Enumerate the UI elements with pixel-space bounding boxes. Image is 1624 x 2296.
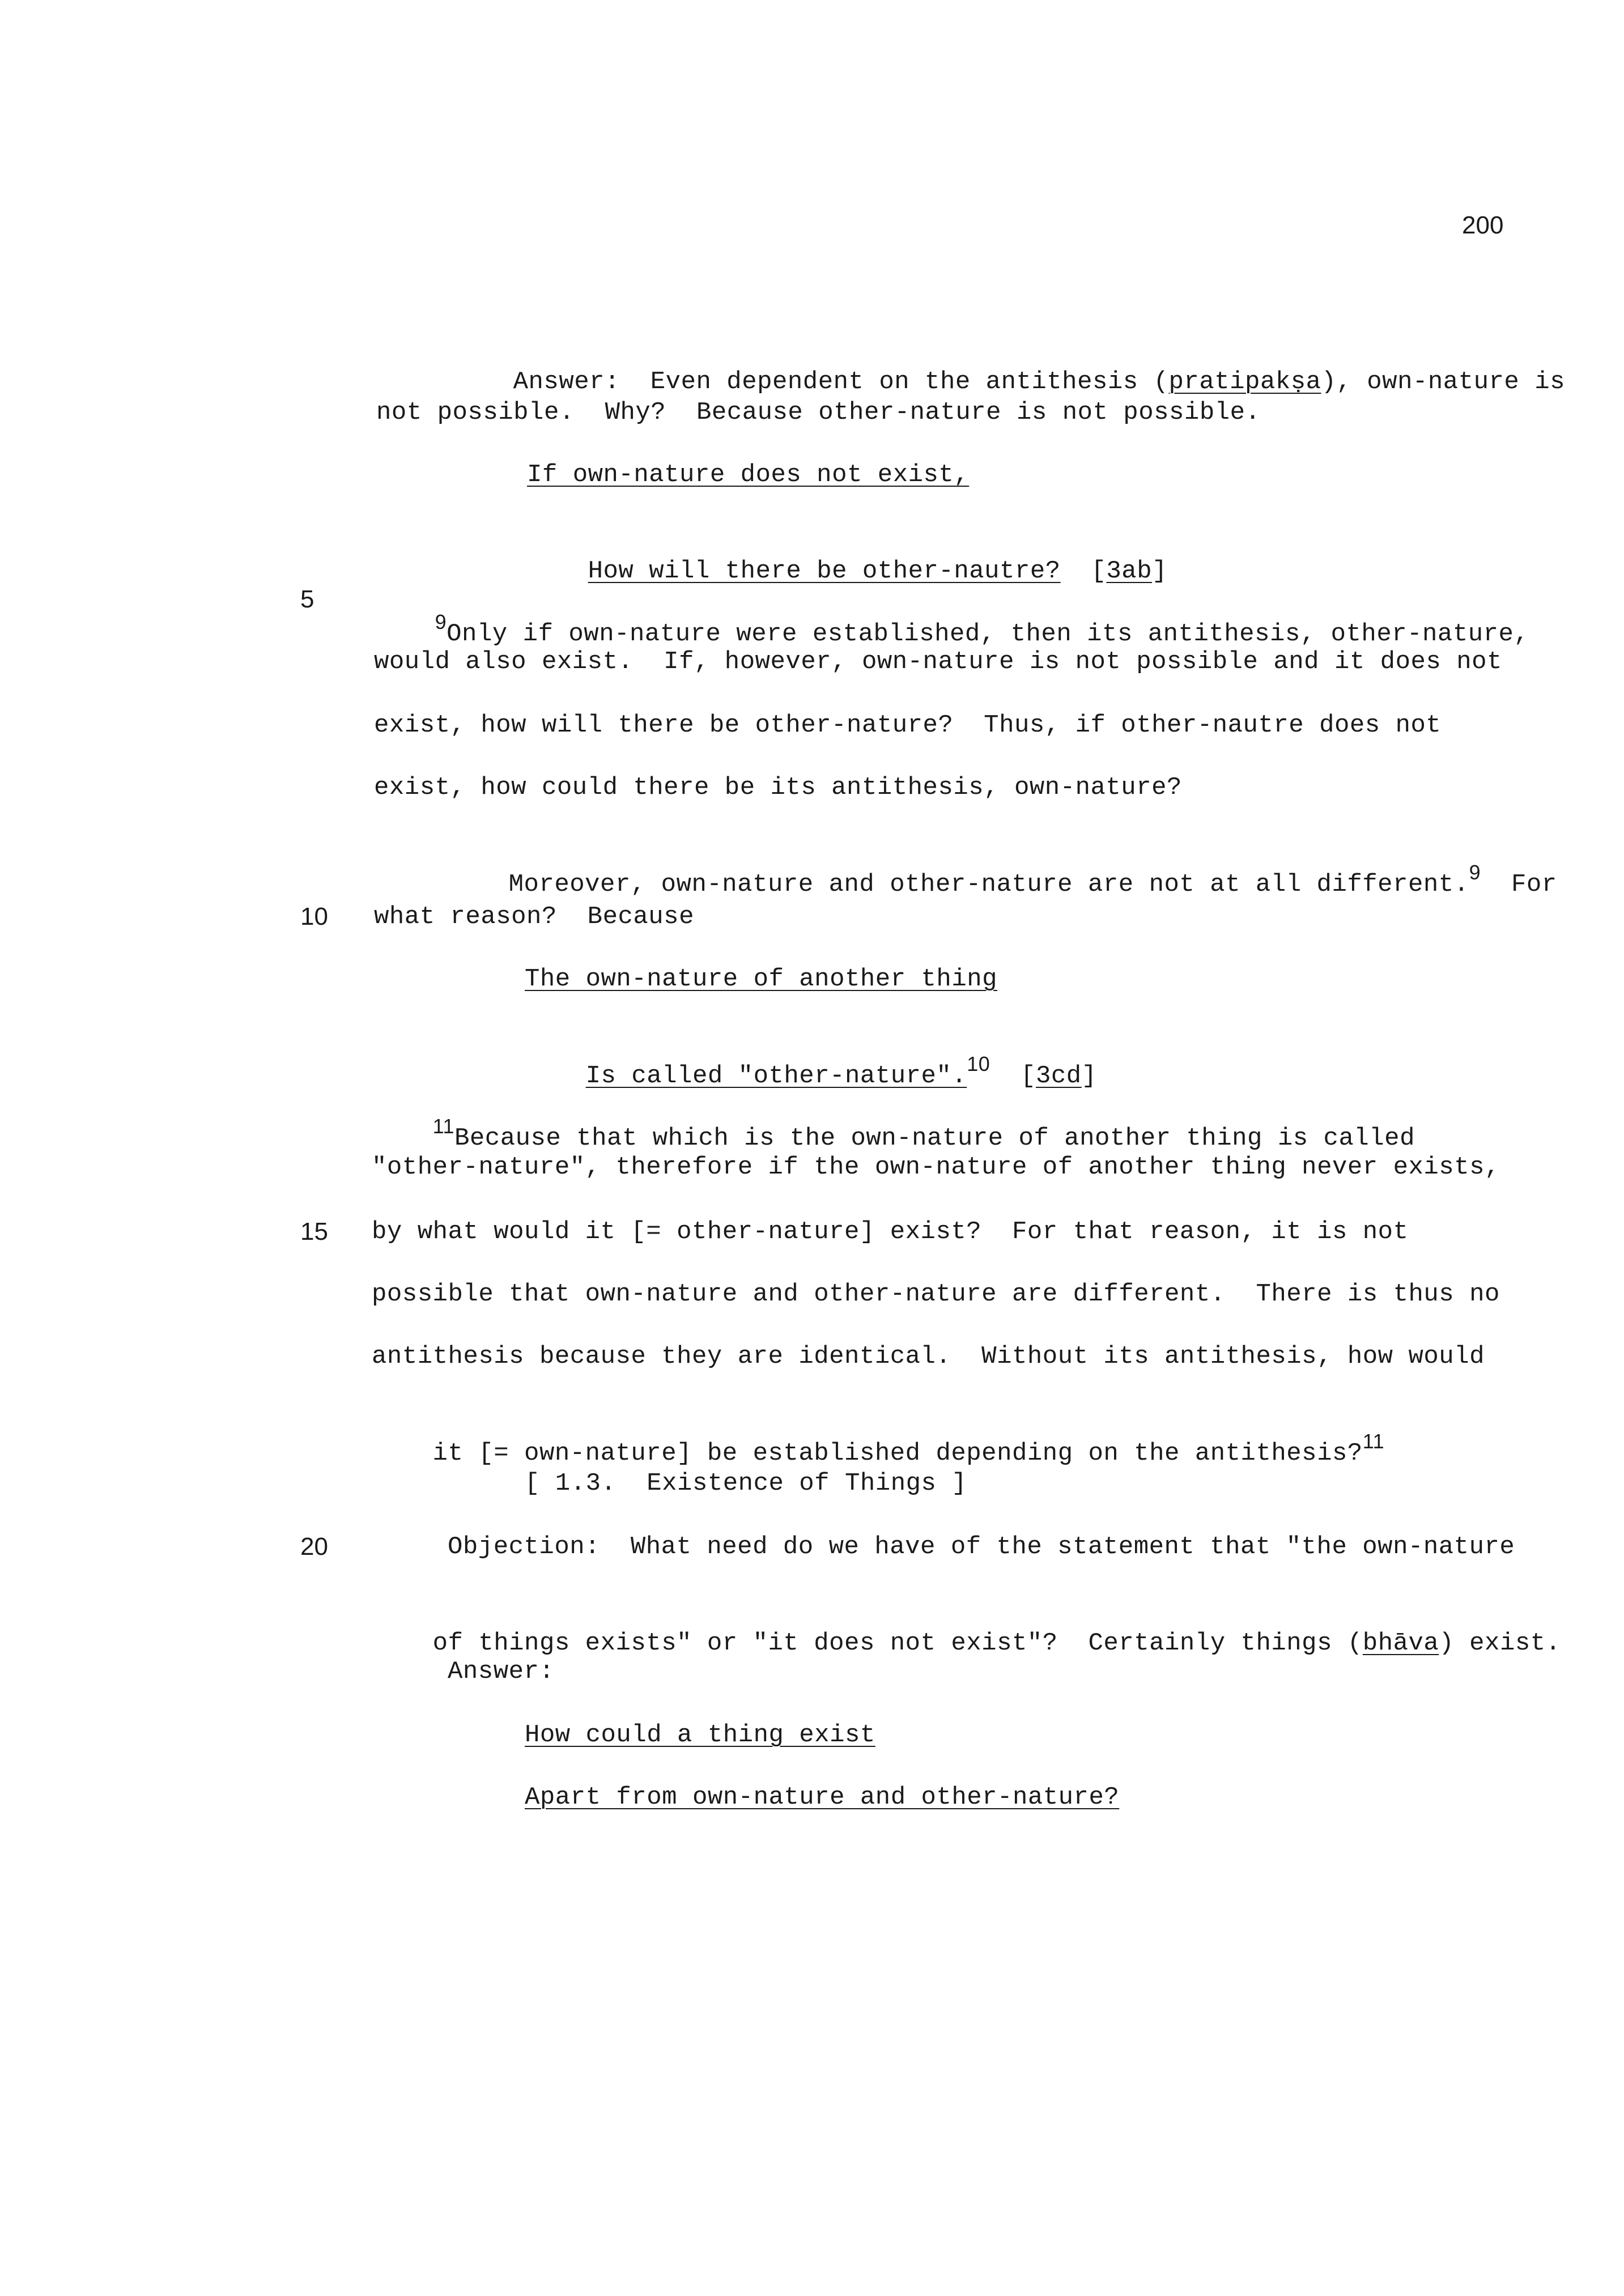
- text-line: exist, how will there be other-nature? Thus, if other-nautre does not: [374, 711, 1442, 739]
- sanskrit-term: pratipakṣa: [1168, 368, 1321, 396]
- verse-reference: 3cd: [1036, 1062, 1082, 1090]
- text-line: Answer:: [448, 1657, 555, 1686]
- text-line: Moreover, own-nature and other-nature are not at all different.$^9$ For: [508, 861, 1557, 899]
- text-line: what reason? Because: [374, 903, 694, 931]
- line-number-5: 5: [300, 585, 314, 613]
- footnote-marker: 10: [967, 1052, 990, 1075]
- text-line: would also exist. If, however, own-nature is not possible and it does not: [374, 648, 1502, 676]
- text-line: $^{11}$Because that which is the own-nature of another thing is called: [432, 1115, 1415, 1153]
- text-line: $^9$Only if own-nature were established, then its antithesis, other-nature,: [435, 610, 1529, 648]
- verse-reference: 3ab: [1106, 557, 1153, 585]
- text-line: possible that own-nature and other-nature are different. There is thus no: [372, 1280, 1500, 1308]
- verse-line: How could a thing exist: [525, 1721, 875, 1749]
- verse-line: If own-nature does not exist,: [527, 461, 970, 489]
- text-line: exist, how could there be its antithesis, own-nature?: [374, 773, 1182, 802]
- footnote-marker: 9: [1469, 861, 1481, 884]
- verse-line: Is called "other-nature".$^{10}$ [3cd]: [585, 1052, 1097, 1090]
- footnote-marker: 11: [432, 1115, 454, 1138]
- verse-line: The own-nature of another thing: [525, 965, 998, 993]
- text-line: not possible. Why? Because other-nature is not possible.: [376, 398, 1261, 427]
- footnote-marker: 11: [1362, 1430, 1385, 1453]
- sanskrit-term: bhāva: [1362, 1629, 1439, 1657]
- text-line: antithesis because they are identical. Without its antithesis, how would: [372, 1342, 1485, 1371]
- verse-line: Apart from own-nature and other-nature?: [525, 1783, 1120, 1812]
- text-line: of things exists" or "it does not exist"? Certainly things (bhāva) exist.: [432, 1629, 1561, 1657]
- text-line: Objection: What need do we have of the statement that "the own-nature: [448, 1533, 1515, 1561]
- section-heading: [ 1.3. Existence of Things ]: [525, 1469, 967, 1498]
- text-line: "other-nature", therefore if the own-nature of another thing never exists,: [372, 1153, 1500, 1181]
- line-number-15: 15: [300, 1218, 328, 1245]
- page-number: 200: [1462, 211, 1504, 239]
- line-number-10: 10: [300, 903, 328, 930]
- footnote-marker: 9: [435, 610, 447, 633]
- text-line: it [= own-nature] be established depending on the antithesis?$^{11}$: [432, 1430, 1385, 1468]
- text-line: by what would it [= other-nature] exist? For that reason, it is not: [372, 1218, 1409, 1246]
- text-line: Answer: Even dependent on the antithesis (pratipakṣa), own-nature is: [513, 368, 1566, 396]
- verse-line: How will there be other-nautre? [3ab]: [588, 557, 1168, 585]
- line-number-20: 20: [300, 1533, 328, 1561]
